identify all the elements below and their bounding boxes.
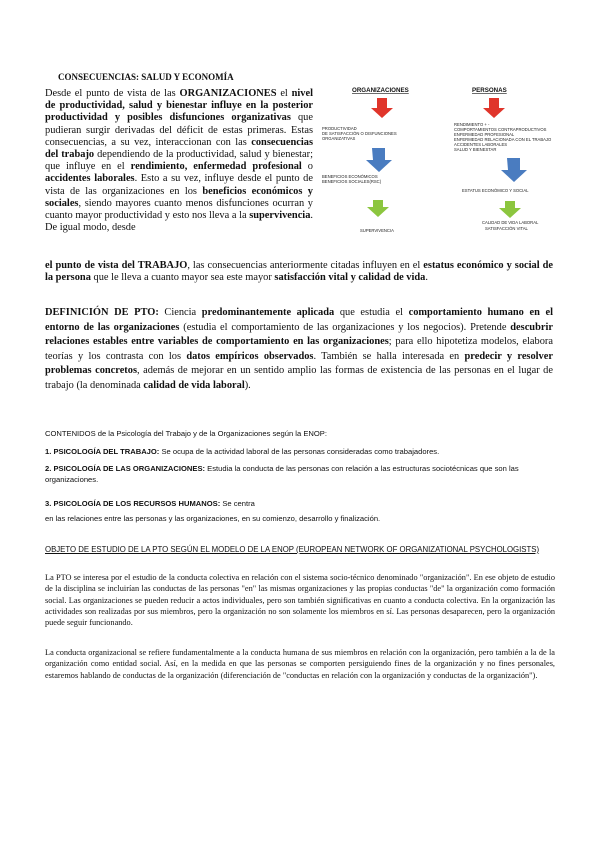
bold-run: predominantemente aplicada <box>201 307 335 318</box>
text-run: dependiendo de la productividad, salud y bienestar; que influye en el <box>45 149 313 173</box>
bold-run: beneficios económicos y sociales <box>45 185 313 209</box>
text-run: , además de mejorar en un sentido amplio las formas de existencia de las personas en el lugar de trabajo (la denominada <box>45 365 553 391</box>
text-run: el <box>276 88 292 99</box>
diagram-label: DE SATISFACCIÓN O DISFUNCIONES <box>322 131 397 136</box>
bold-run: nivel de productividad, salud y bienestar influye en la posterior productividad y posibles disfunciones organizativas <box>45 88 313 124</box>
text-run: . <box>425 272 428 284</box>
text-run: ). <box>244 379 251 391</box>
study-object-title: OBJETO DE ESTUDIO DE LA PTO SEGÚN EL MODELO DE LA ENOP (EUROPEAN NETWORK OF ORGANIZATIONAL PSYCHOLOGISTS) <box>45 545 540 554</box>
diagram-label: ESTATUS ECONÓMICO Y SOCIAL <box>462 188 529 193</box>
diagram-label: SATISFACCIÓN VITAL <box>485 226 528 231</box>
diagram-label: SUPERVIVENCIA <box>360 228 394 233</box>
contents-item-work <box>45 446 555 457</box>
bold-run: calidad de vida laboral <box>143 379 245 391</box>
text-run: , siendo mayores cuanto menos disfunciones ocurran y cuanto mayor productividad y esto nos lleva a la <box>45 197 313 222</box>
bold-run: supervivencia <box>249 210 311 222</box>
diagram-label: PRODUCTIVIDAD <box>322 126 357 131</box>
diagram-title-people: PERSONAS <box>472 87 507 94</box>
diagram-label: ORGANIZATIVAS <box>322 136 356 141</box>
intro-continuation <box>45 260 553 284</box>
text-run: que pudieran surgir derivadas del déficit de estas primeras. Estas consecuencias, a su vez, interaccionan con las <box>45 112 313 148</box>
green-arrow-icon <box>367 200 389 217</box>
text-run: o <box>301 161 313 173</box>
blue-arrow-icon <box>501 158 527 182</box>
diagram-label: BENEFICIOS ECONÓMICOS <box>322 174 378 179</box>
bold-run: 1. PSICOLOGÍA DEL TRABAJO: <box>45 447 160 456</box>
bold-run: estatus económico y social de la persona <box>45 260 553 284</box>
diagram-label: BENEFICIOS SOCIALES(RSC) <box>322 179 382 184</box>
text-run: que le lleva a cuanto mayor sea este mayor <box>90 272 275 284</box>
bold-run: ORGANIZACIONES <box>179 88 277 99</box>
text-run: Se ocupa de la actividad laboral de las personas consideradas como trabajadores. <box>159 447 440 456</box>
bold-run: 3. PSICOLOGÍA DE LOS RECURSOS HUMANOS: <box>45 499 221 508</box>
red-arrow-icon <box>483 98 505 118</box>
diagram-label: ACCIDENTES LABORALES <box>454 142 508 147</box>
study-object-paragraph-1: La PTO se interesa por el estudio de la conducta colectiva en relación con el sistema socio-técnico denominado "organización". En ese objeto de estudio de la disciplina se incluirían las conductas de las personas "en" las mismas organizaciones y las propias conductas "de" la organización como formación social. Las organizaciones se pueden reducir a actos individuales, pero son también significativas en cuanto a conducta colectiva. En la organización las actividades son realizadas por sus miembros, pero la organización no son solamente los miembros en sí. Las personas desaparecen, pero la organización puede seguir funcionando. <box>45 573 555 628</box>
text-run: . De igual modo, desde <box>45 210 313 234</box>
blue-arrow-icon <box>366 148 392 172</box>
contents-title: CONTENIDOS de la Psicología del Trabajo y de la Organizaciones según la ENOP: <box>45 429 327 438</box>
diagram-label: RENDIMIENTO + - <box>454 122 490 127</box>
text-run: ; para ello hipotetiza modelos, elabora teorías y los contrasta con los <box>45 336 554 362</box>
consequences-diagram <box>322 82 562 242</box>
text-run: Se centra <box>220 499 255 508</box>
bold-run: consecuencias del trabajo <box>45 136 313 161</box>
bold-run: accidentes laborales <box>45 173 135 185</box>
text-run: , las consecuencias anteriormente citadas influyen en el <box>187 260 424 271</box>
text-run: . También se halla interesada en <box>313 350 465 362</box>
bold-run: 2. PSICOLOGÍA DE LAS ORGANIZACIONES: <box>45 464 206 473</box>
red-arrow-icon <box>371 98 393 118</box>
bold-run: descubrir relaciones estables entre variables de comportamiento en las organizaciones <box>45 321 553 348</box>
diagram-label: ENFERMEDAD PROFESIONAL <box>454 132 515 137</box>
bold-run: satisfacción vital y calidad de vida <box>274 272 426 284</box>
diagram-title-organizations: ORGANIZACIONES <box>352 87 409 94</box>
bold-run: datos empíricos observados <box>186 350 314 362</box>
text-run: Estudia la conducta de las personas con relación a las estructuras sociotécnicas que son las organizaciones. <box>45 464 519 484</box>
text-run: que estudia el <box>334 307 409 318</box>
study-object-paragraph-2: La conducta organizacional se refiere fundamentalmente a la conducta humana de sus miembros en relación con la organización, pero también a la de la organización como entidad social. Así, en la medida en que las personas se comporten persiguiendo fines de la organización y no fines personales, estaremos hablando de conductas de la organización (diferenciación de "conductas en relación con la organización y conductas de la organización"). <box>45 648 555 680</box>
diagram-label: ENFERMEDAD RELACIONADA CON EL TRABAJO <box>454 137 552 142</box>
contents-item-hr-cont: en las relaciones entre las personas y las organizaciones, en su comienzo, desarrollo y finalización. <box>45 514 381 523</box>
bold-run: predecir y resolver problemas concretos <box>45 350 553 377</box>
bold-run: rendimiento, enfermedad profesional <box>130 161 302 173</box>
text-run: (estudia el comportamiento de las organizaciones y los negocios). Pretende <box>179 321 511 333</box>
text-run: Ciencia <box>158 307 202 318</box>
contents-item-hr <box>45 498 555 509</box>
definition-paragraph <box>45 306 553 394</box>
bold-run: comportamiento humano en el entorno de las organizaciones <box>45 307 553 333</box>
diagram-label: CALIDAD DE VIDA LABORAL <box>482 220 539 225</box>
green-arrow-icon <box>499 201 521 218</box>
bold-run: el punto de vista del TRABAJO <box>45 260 188 271</box>
intro-paragraph <box>45 88 313 234</box>
diagram-label: SALUD Y BIENESTAR <box>454 147 497 152</box>
text-run: Desde el punto de vista de las <box>45 88 180 99</box>
text-run: . Esto a su vez, influye desde el punto de vista de las organizaciones en los <box>45 173 313 197</box>
bold-run: DEFINICIÓN DE PTO: <box>45 307 159 318</box>
section-heading: CONSECUENCIAS: SALUD Y ECONOMÍA <box>58 72 234 82</box>
contents-item-organizations <box>45 463 525 485</box>
diagram-label: COMPORTAMIENTOS CONTRAPRODUCTIVOS <box>454 127 547 132</box>
